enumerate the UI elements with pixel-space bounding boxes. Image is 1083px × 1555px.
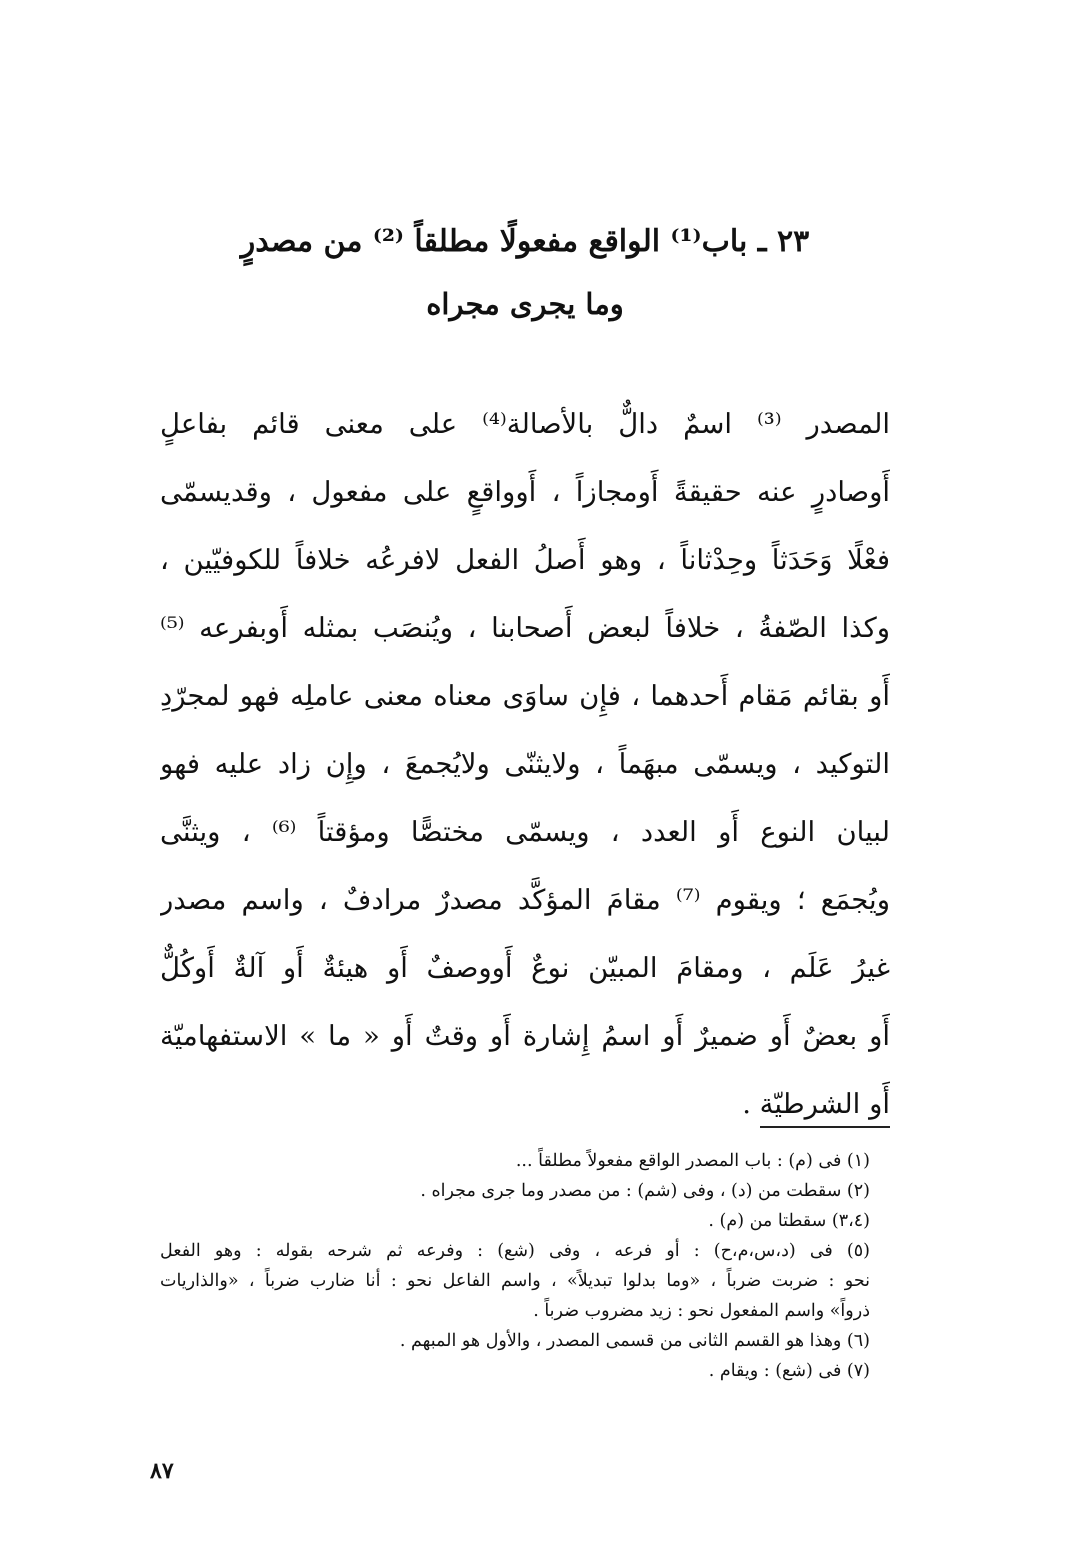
- text-line: المصدر ⁽³⁾ اسمٌ دالٌّ بالأصالة⁽⁴⁾ على معنى قائم بفاعلٍ: [160, 408, 890, 440]
- text-line: غيرُ عَلَم ، ومقامَ المبيّن نوعٌ أَووصفٌ أَو هيئةٌ أَو آلةٌ أَوكُلٌّ: [160, 952, 890, 984]
- text-line: أَو بقائم مَقام أَحدهما ، فإِن ساوَى معناه معنى عاملِه فهو لمجرّدِ: [160, 680, 890, 712]
- text-line: ويُجمَع ؛ ويقوم ⁽⁷⁾ مقامَ المؤكَّد مصدرٌ مرادفٌ ، واسم مصدر: [160, 884, 890, 916]
- footnote-separator: [760, 1126, 890, 1128]
- footnote: (١) فى (م) : باب المصدر الواقع مفعولاً مطلقاً ...: [515, 1151, 870, 1171]
- footnotes: [160, 1146, 870, 1386]
- chapter-subtitle: وما يجرى مجراه: [426, 287, 624, 321]
- footnote: (٥) فى (د،س،م،ح) : أو فرعه ، وفى (شع) : وفرعه ثم شرحه بقوله : وهو الفعل: [160, 1241, 870, 1261]
- text-line: أَو الشرطيّة .: [742, 1088, 890, 1120]
- footnote-continuation: نحو : ضربت ضرباً ، «وما بدلوا تبديلاً» ، واسم الفاعل نحو : أنا ضارب ضرباً ، «والذاريات: [160, 1271, 870, 1291]
- chapter-title: ٢٣ ـ باب⁽¹⁾ الواقع مفعولًا مطلقاً ⁽²⁾ من مصدرٍ: [240, 224, 810, 259]
- text-line: أَو بعضٌ أَو ضميرٌ أَو اسمُ إِشارة أَو وقتٌ أَو « ما » الاستفهاميّة: [160, 1020, 890, 1052]
- footnote: (٧) فى (شع) : ويقام .: [708, 1361, 870, 1381]
- footnote-continuation: ذرواً» واسم المفعول نحو : زيد مضروب ضرباً .: [533, 1301, 870, 1321]
- text-line: لبيان النوع أَو العدد ، ويسمّى مختصًّا ومؤقتاً ⁽⁶⁾ ، ويثنَّى: [160, 816, 890, 848]
- main-text: [160, 390, 890, 1138]
- footnote: (٣،٤) سقطتا من (م) .: [708, 1211, 870, 1231]
- footnote: (٦) وهذا هو القسم الثانى من قسمى المصدر ، والأول هو المبهم .: [399, 1331, 870, 1351]
- text-line: فعْلًا وَحَدَثاً وحِدْثاناً ، وهو أَصلُ الفعل لافرعُه خلافاً للكوفيّين ،: [160, 544, 890, 576]
- text-line: أَوصادرٍ عنه حقيقةً أَومجازاً ، أَوواقعٍ على مفعول ، وقديسمّى: [160, 476, 890, 508]
- text-line: وكذا الصّفةُ ، خلافاً لبعض أَصحابنا ، ويُنصَب بمثله أَوبفرعه ⁽⁵⁾: [160, 612, 890, 644]
- page-number: ٨٧: [150, 1458, 174, 1484]
- text-line: التوكيد ، ويسمّى مبهَماً ، ولايثنّى ولايُجمعَ ، وإِن زاد عليه فهو: [160, 748, 890, 780]
- footnote: (٢) سقطت من (د) ، وفى (شم) : من مصدر وما جرى مجراه .: [420, 1181, 870, 1201]
